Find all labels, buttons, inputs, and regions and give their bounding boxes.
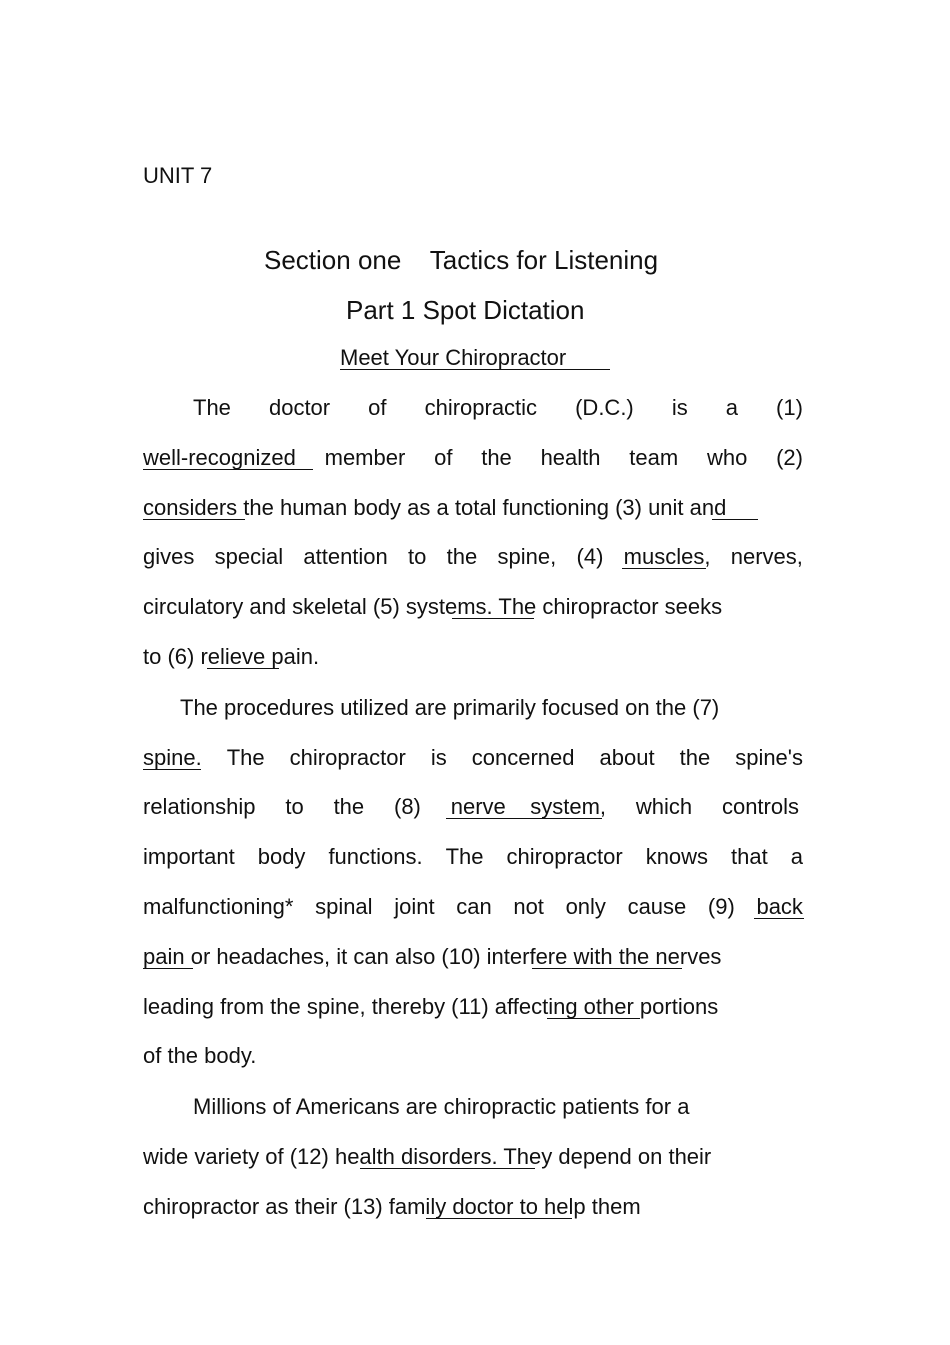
line-word: to [408,544,427,569]
line-word: only [565,894,606,919]
line-word: not [513,894,544,919]
line-word: controls [721,794,799,819]
line-word: who [706,445,748,470]
text-line [143,395,803,421]
line-word: The [193,395,231,420]
line-word: The [445,844,484,869]
text-line [143,894,803,920]
text-line: considers the human body as a total functioning (3) unit and [143,495,727,520]
unit-label: UNIT 7 [143,163,213,188]
answer-underline [143,519,245,520]
line-word: team [629,445,679,470]
line-word: functions. [328,844,423,869]
answer-underline [143,769,201,770]
line-word: chiropractor [289,745,406,770]
line-word: that [731,844,768,869]
line-word: spinal [315,894,373,919]
text-line: pain or headaches, it can also (10) interfere with the nerves [143,944,722,969]
line-word: (8) [394,794,421,819]
line-word: back [756,894,803,919]
line-word: chiropractic [424,395,538,420]
line-word: special [214,544,284,569]
answer-underline [360,1168,535,1169]
line-word: attention [303,544,388,569]
answer-underline [547,1018,640,1019]
line-word: member [324,445,406,470]
line-word: the [679,745,711,770]
line-word: of [368,395,387,420]
line-word: nerves, [730,544,803,569]
line-word: concerned [471,745,575,770]
text-line: The procedures utilized are primarily focused on the (7) [180,695,720,720]
line-word: well-recognized [143,445,296,470]
text-line: of the body. [143,1043,257,1068]
line-word: is [671,395,688,420]
text-line [143,794,799,820]
line-word: can [456,894,492,919]
section-title: Section one Tactics for Listening [264,245,659,275]
answer-underline [622,568,706,569]
text-line: circulatory and skeletal (5) systems. The chiropractor seeks [143,594,723,619]
line-word: of [434,445,453,470]
line-word: (9) [707,894,735,919]
answer-underline [143,469,313,470]
line-word: about [599,745,655,770]
line-word: muscles, [623,544,711,569]
text-line: to (6) relieve pain. [143,644,320,669]
answer-underline [426,1218,572,1219]
line-word: joint [394,894,435,919]
line-word: a [725,395,738,420]
line-word: The [226,745,265,770]
line-word: nerve system, [450,794,607,819]
text-line: wide variety of (12) health disorders. They depend on their [143,1144,712,1169]
line-word: a [790,844,803,869]
answer-underline [446,818,602,819]
text-line [143,544,803,570]
text-line: chiropractor as their (13) family doctor to help them [143,1194,641,1219]
line-word: (D.C.) [575,395,634,420]
line-word: to [285,794,304,819]
text-line [143,745,803,771]
title-underline [340,369,610,370]
answer-underline [452,618,534,619]
line-word: health [540,445,601,470]
line-word: knows [645,844,709,869]
answer-underline [754,918,804,919]
answer-underline [532,968,682,969]
passage-title: Meet Your Chiropractor [340,345,567,370]
line-word: malfunctioning* [143,894,294,919]
text-line [143,445,803,471]
answer-underline [207,668,279,669]
line-word: relationship [143,794,256,819]
line-word: the [446,544,478,569]
line-word: the [481,445,512,470]
line-word: spine's [735,745,803,770]
part-title: Part 1 Spot Dictation [346,295,585,325]
line-word: (1) [776,395,803,420]
line-word: chiropractor [506,844,623,869]
line-word: cause [627,894,687,919]
line-word: the [333,794,365,819]
line-word: important [143,844,235,869]
line-word: which [635,794,693,819]
text-line: leading from the spine, thereby (11) affecting other portions [143,994,719,1019]
line-word: doctor [268,395,331,420]
line-word: is [430,745,447,770]
answer-underline [712,519,758,520]
line-word: body [257,844,306,869]
line-word: gives [143,544,195,569]
line-word: (4) [576,544,604,569]
line-word: spine, [497,544,557,569]
text-line [143,844,803,870]
answer-underline [143,968,193,969]
text-line: Millions of Americans are chiropractic patients for a [193,1094,690,1119]
line-word: (2) [776,445,803,470]
line-word: spine. [143,745,202,770]
